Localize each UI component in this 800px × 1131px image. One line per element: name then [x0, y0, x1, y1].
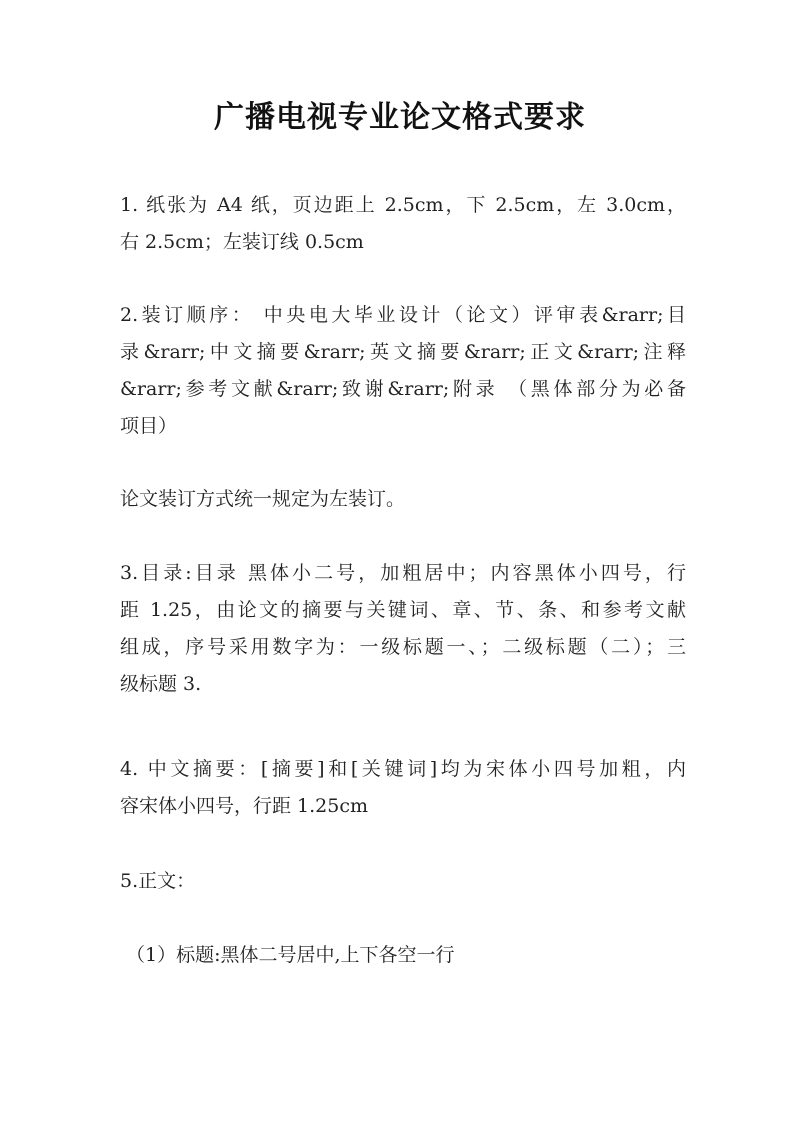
paragraph-binding-order [120, 297, 686, 445]
paragraph-line: 录&rarr;中文摘要&rarr;英文摘要&rarr;正文&rarr;注释 [120, 341, 686, 363]
paragraph-line: 距 1.25，由论文的摘要与关键词、章、节、条、和参考文献 [120, 599, 686, 621]
paragraph-line: 论文装订方式统一规定为左装订。 [120, 488, 406, 510]
paragraph-line: 2.装订顺序： 中央电大毕业设计（论文）评审表&rarr;目 [120, 304, 686, 326]
paragraph-line: 级标题 3. [120, 673, 202, 695]
paragraph-main-text [120, 863, 686, 900]
paragraph-line: 项目） [120, 415, 178, 437]
paragraph-line: 容宋体小四号，行距 1.25cm [120, 795, 369, 817]
paragraph-line: 组成，序号采用数字为：一级标题一、；二级标题（二）；三 [120, 636, 686, 658]
paragraph-table-of-contents [120, 555, 686, 703]
paragraph-line: 右 2.5cm；左装订线 0.5cm [120, 231, 364, 253]
paragraph-paper-size [120, 187, 686, 261]
paragraph-line: &rarr;参考文献&rarr;致谢&rarr;附录 （黑体部分为必备 [120, 378, 686, 400]
paragraph-line: 4. 中文摘要：[摘要]和[关键词]均为宋体小四号加粗，内 [120, 758, 686, 780]
document-title: 广播电视专业论文格式要求 [214, 100, 586, 135]
paragraph-line: 1. 纸张为 A4 纸，页边距上 2.5cm，下 2.5cm，左 3.0cm， [120, 194, 686, 216]
paragraph-binding-method [120, 481, 686, 518]
paragraph-line: 3.目录:目录 黑体小二号，加粗居中；内容黑体小四号，行 [120, 562, 686, 584]
paragraph-line: 5.正文： [120, 870, 196, 892]
paragraph-line: （1）标题:黑体二号居中,上下各空一行 [126, 944, 455, 966]
paragraph-chinese-abstract [120, 751, 686, 825]
paragraph-heading-rule [126, 937, 692, 974]
